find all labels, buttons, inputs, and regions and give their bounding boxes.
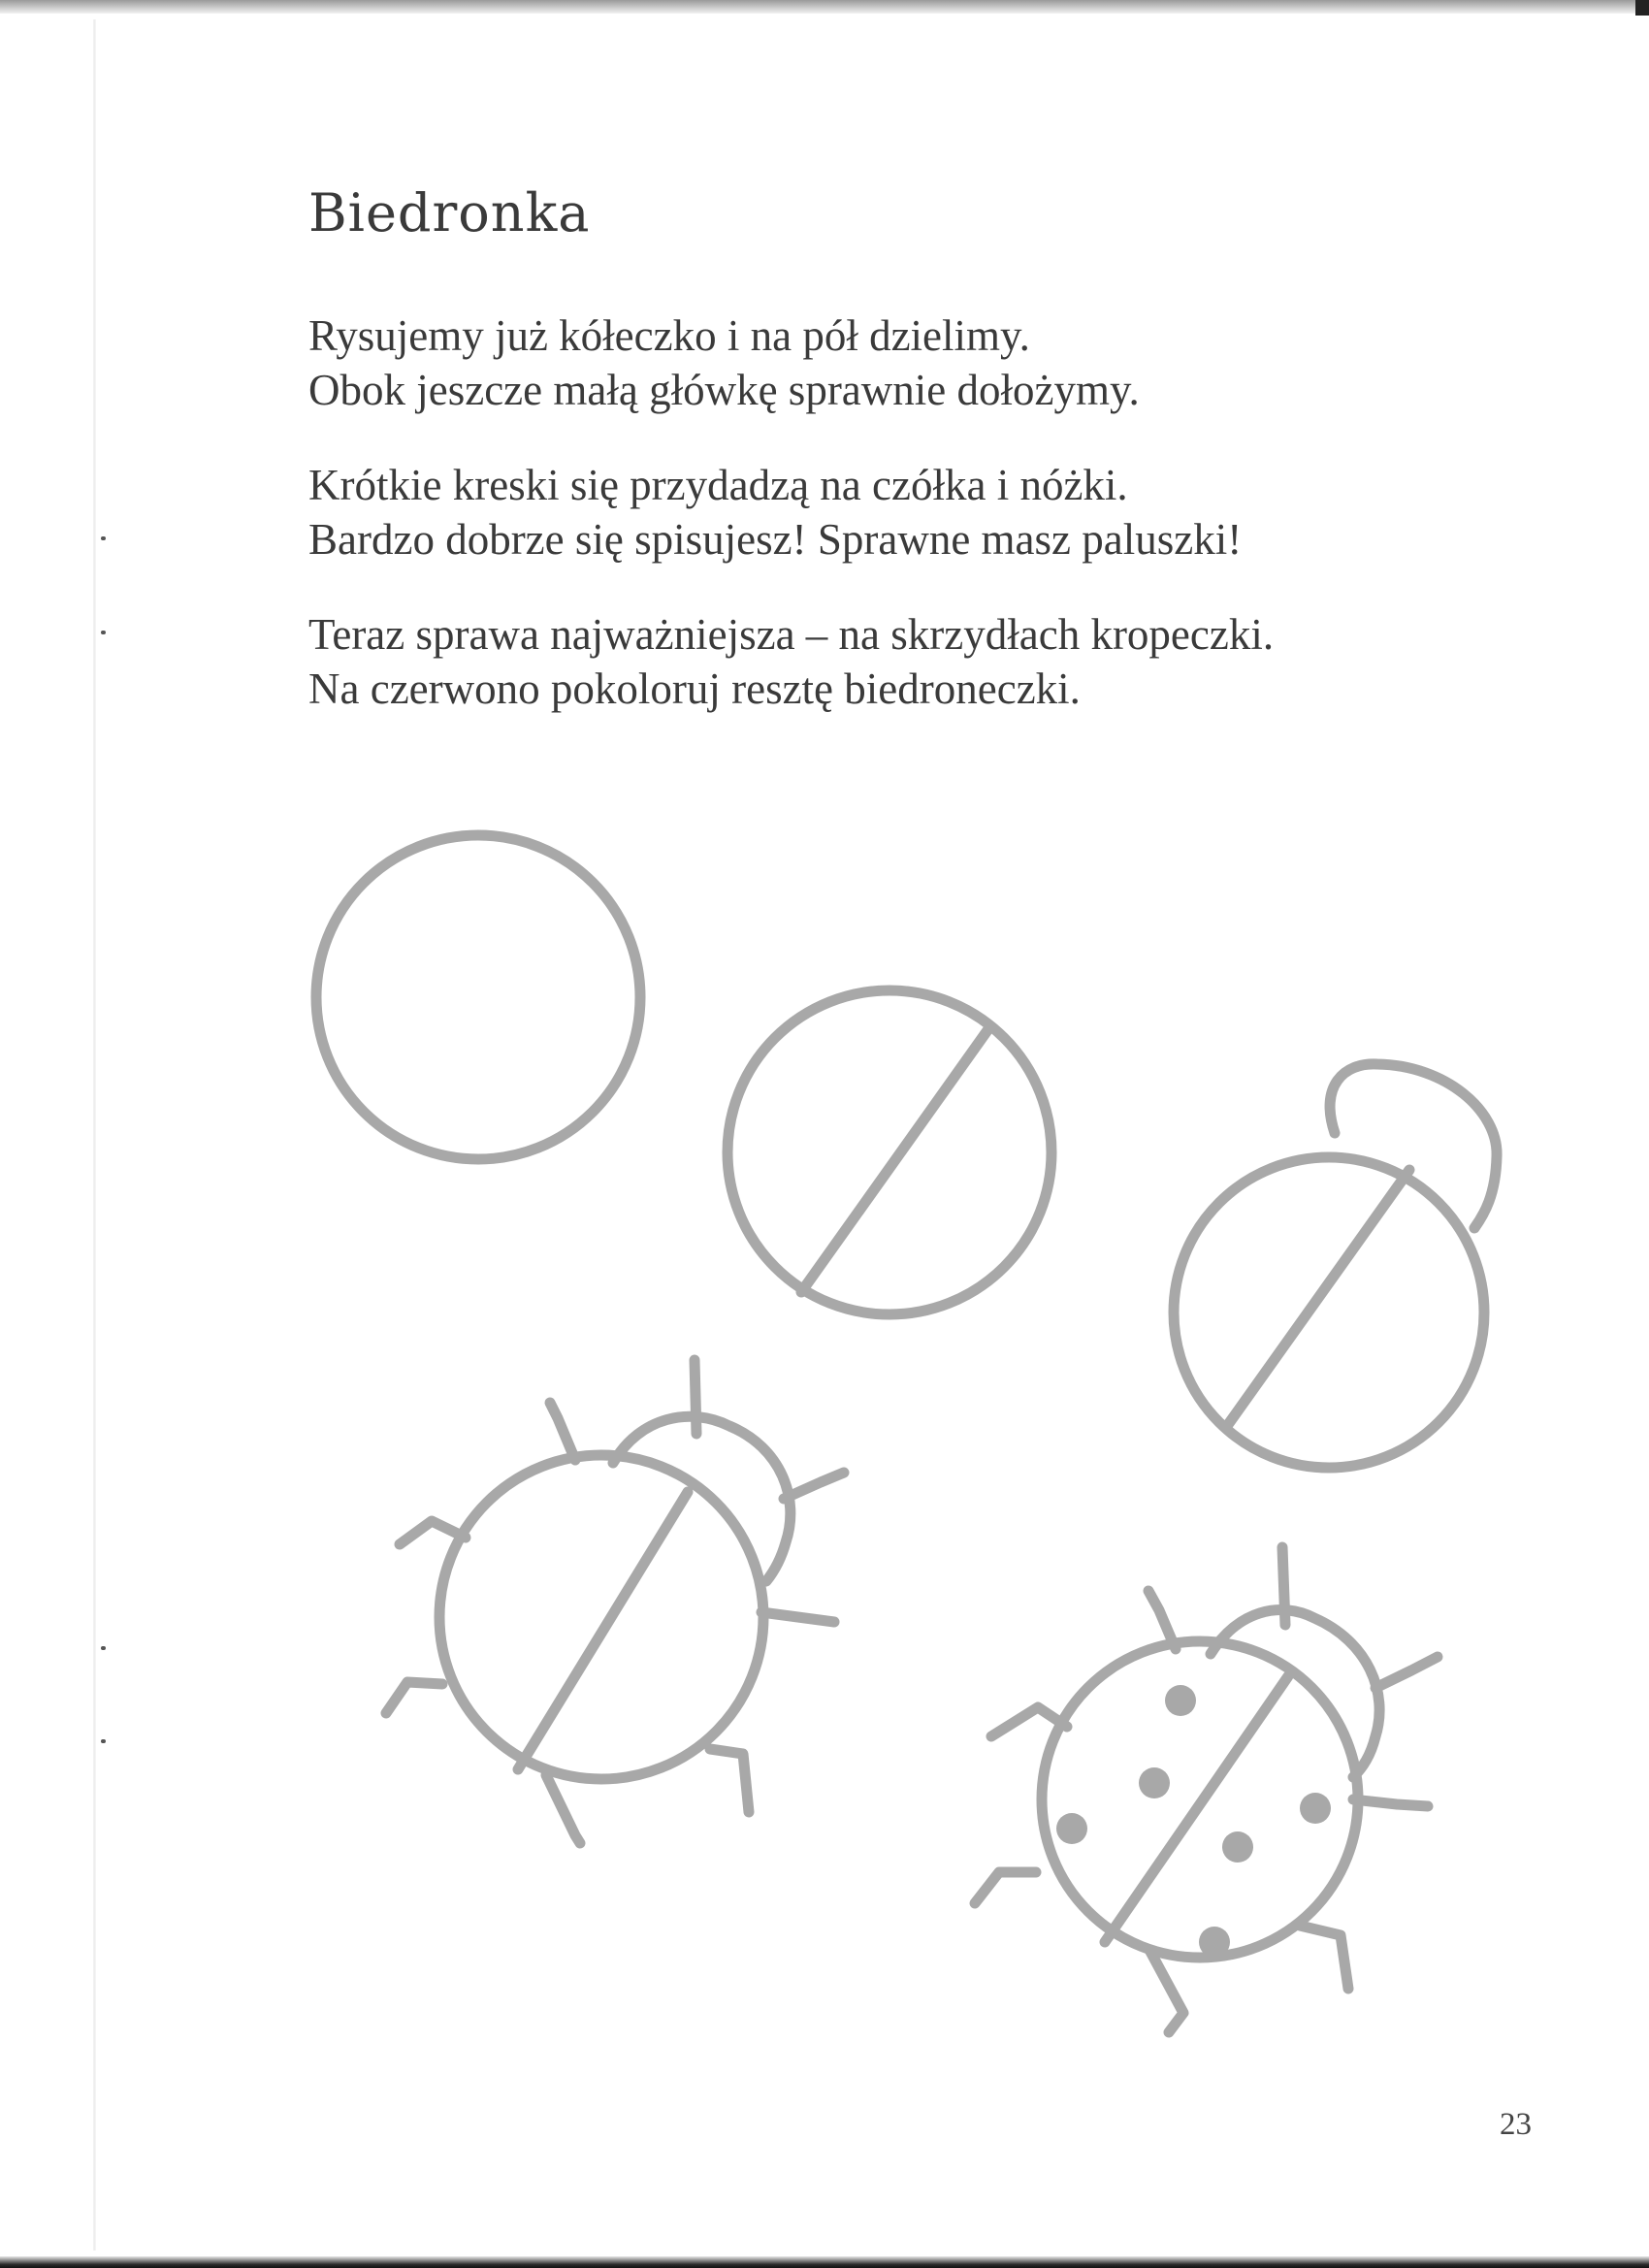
spot: [1056, 1813, 1087, 1844]
spot: [1300, 1793, 1331, 1824]
step-ladybug-spots: [975, 1547, 1438, 2032]
poem-line: Bardzo dobrze się spisujesz! Sprawne masz paluszki!: [308, 515, 1243, 564]
poem-line: Na czerwono pokoloruj resztę biedroneczki.: [308, 664, 1081, 713]
page-title: Biedronka: [308, 182, 591, 243]
spot: [1222, 1831, 1253, 1863]
poem-line: Krótkie kreski się przydadzą na czółka i nóżki.: [308, 461, 1128, 509]
step-ladybug-legs: [386, 1360, 844, 1843]
step-circle-divided: [728, 990, 1051, 1314]
poem-line: Teraz sprawa najważniejsza – na skrzydłach kropeczki.: [308, 610, 1275, 659]
spot: [1139, 1767, 1170, 1798]
spot: [1165, 1685, 1196, 1716]
scan-bottom-edge: [0, 2256, 1649, 2268]
step-circle-with-head: [1174, 1064, 1497, 1468]
poem-line: Obok jeszcze małą główkę sprawnie dołożymy.: [308, 366, 1140, 414]
poem-line: Rysujemy już kółeczko i na pół dzielimy.: [308, 311, 1030, 360]
step-circle: [316, 835, 640, 1159]
spot: [1199, 1927, 1230, 1958]
page-number: 23: [1500, 2107, 1532, 2142]
